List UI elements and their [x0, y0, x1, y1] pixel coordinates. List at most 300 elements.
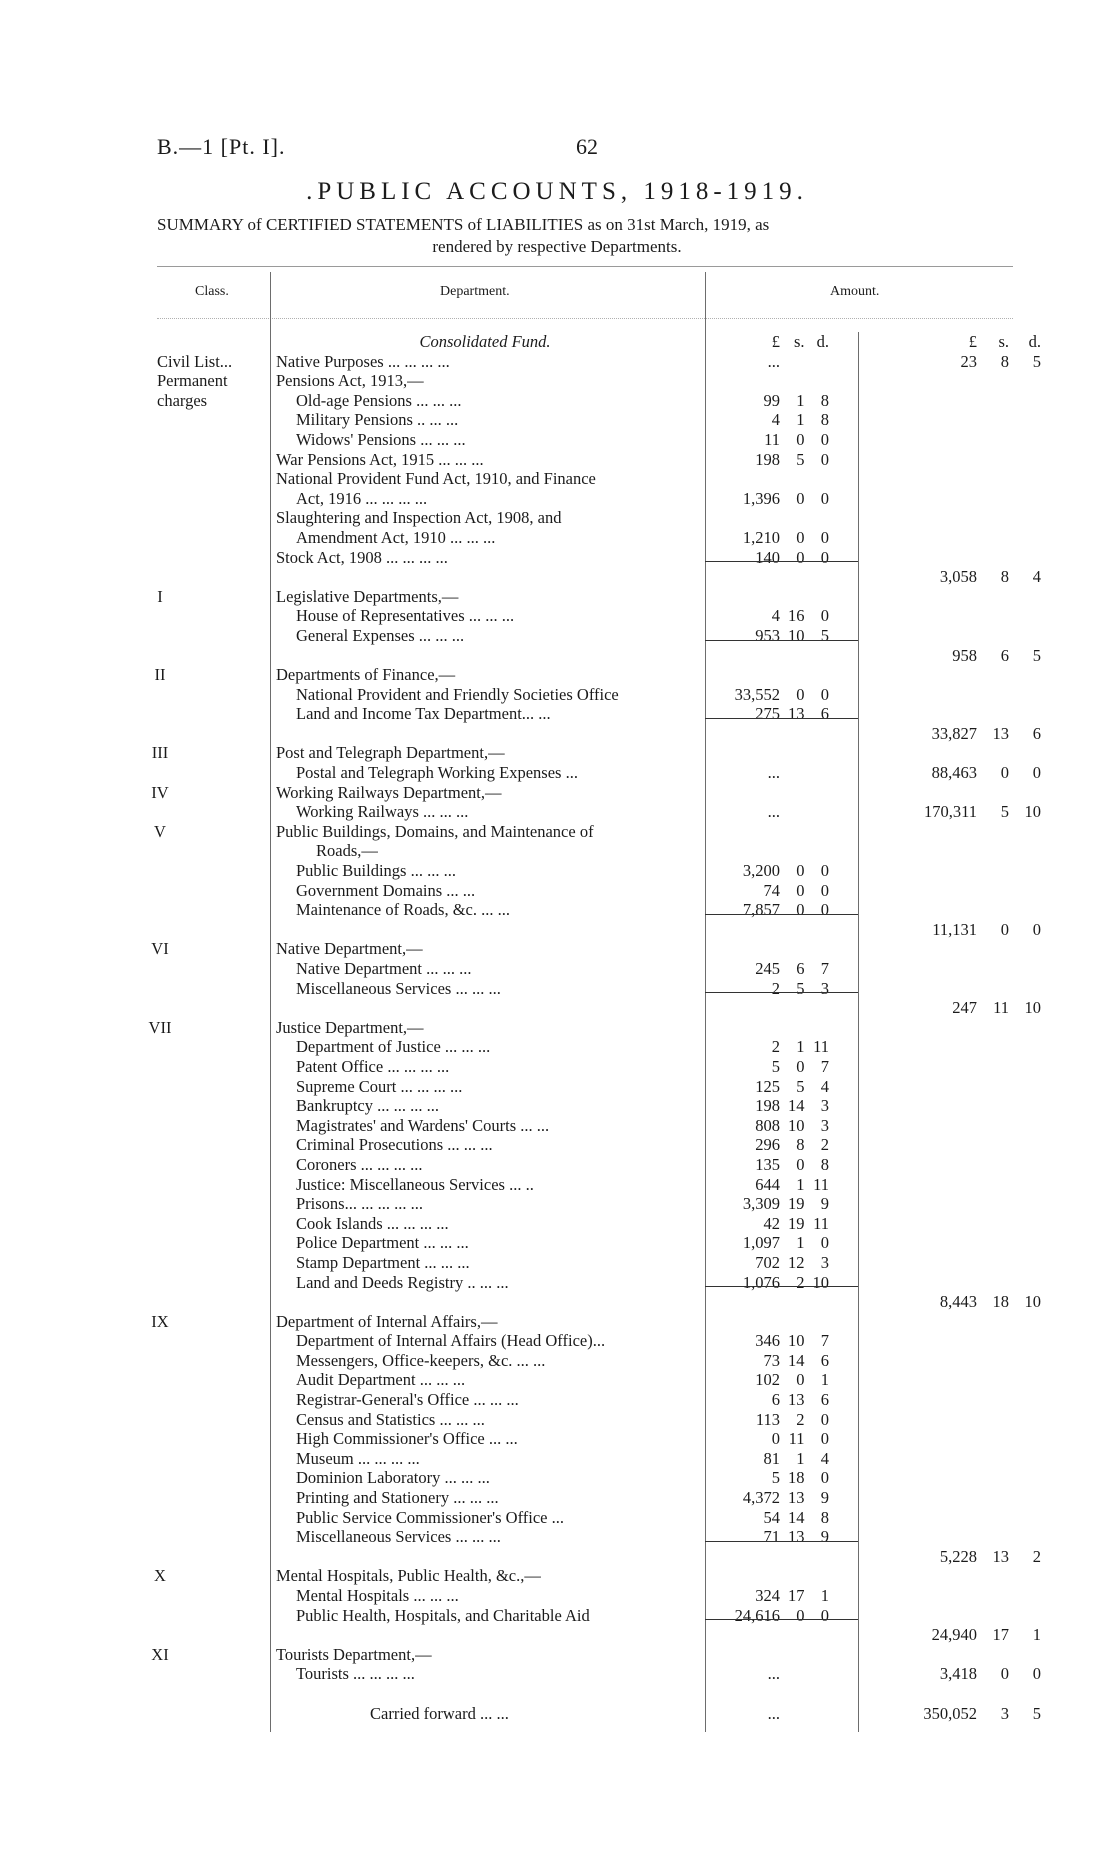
- total-amount-pence: [1009, 1527, 1041, 1547]
- row-class-label: [0, 881, 270, 901]
- item-amount-pence: [813, 1292, 842, 1312]
- item-amount-pence: 0: [820, 606, 829, 626]
- row-department: Stock Act, 1908 ... ... ... ...: [276, 547, 448, 567]
- table-row: [0, 704, 1041, 724]
- liabilities-table: [0, 332, 1041, 1723]
- item-amount-shillings: 0: [796, 488, 805, 508]
- total-amount-shillings: [977, 1312, 1009, 1332]
- column-gap: [841, 1312, 871, 1332]
- item-amount-shillings: 0: [796, 547, 805, 567]
- total-amount-shillings: [977, 1429, 1009, 1449]
- column-gap: [841, 548, 871, 568]
- item-amount-shillings: [788, 724, 813, 744]
- total-amount-pounds: [871, 979, 977, 999]
- total-amount-shillings: [977, 1527, 1009, 1547]
- item-amount-pence: 0: [820, 547, 829, 567]
- item-amount-pounds: [700, 783, 788, 803]
- item-amount-pence: 9: [820, 1488, 829, 1508]
- unit-header-pounds: £: [771, 332, 780, 351]
- total-amount-pounds: [871, 1370, 977, 1390]
- table-row: [0, 1508, 1041, 1528]
- item-amount-pounds: 81: [763, 1448, 780, 1468]
- table-row: [0, 1155, 1041, 1175]
- total-amount-shillings: 0: [1000, 1664, 1009, 1684]
- table-row: [0, 1527, 1041, 1547]
- row-class-label: [0, 1606, 270, 1626]
- total-amount-pence: [1009, 1037, 1041, 1057]
- total-amount-pence: [1009, 1351, 1041, 1371]
- item-amount-shillings: 1: [796, 1037, 805, 1057]
- table-row: [0, 743, 1041, 763]
- column-gap: [841, 1292, 871, 1312]
- subtotal-row: [0, 998, 1041, 1018]
- row-class-label: [0, 1625, 270, 1645]
- item-amount-pence: 6: [820, 1390, 829, 1410]
- item-amount-pounds: [700, 998, 788, 1018]
- column-gap: [841, 528, 871, 548]
- column-gap: [841, 1194, 871, 1214]
- total-amount-pence: 5: [1032, 1703, 1041, 1723]
- row-class-label: [0, 1253, 270, 1273]
- row-class-label: [0, 450, 270, 470]
- item-amount-shillings: 0: [796, 900, 805, 920]
- total-amount-pence: [1009, 1253, 1041, 1273]
- total-amount-shillings: [977, 1488, 1009, 1508]
- total-amount-shillings: 6: [1000, 645, 1009, 665]
- table-row: [0, 685, 1041, 705]
- total-amount-shillings: [977, 1449, 1009, 1469]
- column-gap: [841, 939, 871, 959]
- row-department: Audit Department ... ... ...: [296, 1370, 466, 1390]
- item-amount-pence: [813, 763, 842, 783]
- item-amount-pence: 3: [820, 978, 829, 998]
- column-gap: [841, 1057, 871, 1077]
- total-amount-pounds: [871, 1116, 977, 1136]
- row-class-label: [0, 1351, 270, 1371]
- total-amount-pounds: [871, 1273, 977, 1293]
- row-class-label: [0, 1292, 270, 1312]
- item-amount-pence: 3: [820, 1096, 829, 1116]
- item-amount-pounds: [700, 371, 788, 391]
- item-amount-pence: 3: [820, 1252, 829, 1272]
- total-amount-pence: [1009, 626, 1041, 646]
- item-amount-pence: [813, 1704, 842, 1724]
- row-class-label: [0, 548, 270, 568]
- table-row: [0, 1449, 1041, 1469]
- total-amount-shillings: [977, 1645, 1009, 1665]
- item-amount-pounds: 5: [771, 1056, 780, 1076]
- item-amount-pounds: [700, 920, 788, 940]
- total-amount-shillings: 3: [1000, 1703, 1009, 1723]
- item-amount-shillings: 13: [788, 704, 805, 724]
- total-amount-pence: [1009, 881, 1041, 901]
- column-gap: [841, 450, 871, 470]
- total-amount-pence: [1009, 606, 1041, 626]
- row-department: Postal and Telegraph Working Expenses ...: [296, 763, 578, 783]
- row-class-label: charges: [157, 390, 208, 410]
- total-amount-pounds: [871, 1037, 977, 1057]
- row-department: General Expenses ... ... ...: [296, 625, 465, 645]
- table-row: [0, 1018, 1041, 1038]
- column-gap: [841, 1116, 871, 1136]
- row-class-label: [0, 1175, 270, 1195]
- item-amount-pence: 5: [820, 625, 829, 645]
- row-department: Roads,—: [316, 841, 378, 861]
- item-amount-shillings: 12: [788, 1252, 805, 1272]
- column-gap: [841, 1370, 871, 1390]
- column-gap: [841, 1037, 871, 1057]
- column-gap: [841, 783, 871, 803]
- item-amount-pounds: 2: [771, 978, 780, 998]
- row-class-label: Civil List...: [157, 351, 233, 371]
- item-amount-shillings: 11: [788, 1429, 805, 1449]
- column-gap: [841, 391, 871, 411]
- total-amount-shillings: [977, 841, 1009, 861]
- item-amount-pounds: 24,616: [734, 1605, 780, 1625]
- total-amount-pence: [1009, 959, 1041, 979]
- row-department: Working Railways Department,—: [276, 782, 502, 802]
- total-amount-shillings: [977, 1155, 1009, 1175]
- item-amount-pence: 8: [820, 1507, 829, 1527]
- column-header-rule: [157, 318, 1013, 319]
- row-department: Messengers, Office-keepers, &c. ... ...: [296, 1350, 546, 1370]
- table-row: [0, 489, 1041, 509]
- total-amount-pounds: 350,052: [923, 1703, 977, 1723]
- column-gap: [841, 1704, 871, 1724]
- column-header-department: Department.: [440, 284, 510, 299]
- row-department: [270, 998, 700, 1018]
- total-amount-pence: 6: [1032, 723, 1041, 743]
- item-amount-pence: [813, 783, 842, 803]
- column-gap: [841, 1508, 871, 1528]
- total-amount-shillings: [977, 626, 1009, 646]
- column-gap: [841, 1351, 871, 1371]
- row-class-label: [0, 1273, 270, 1293]
- total-amount-pence: [1009, 1390, 1041, 1410]
- subtotal-row: [0, 1547, 1041, 1567]
- item-amount-pounds: [700, 567, 788, 587]
- total-amount-pence: [1009, 979, 1041, 999]
- item-amount-pence: 4: [820, 1448, 829, 1468]
- column-gap: [841, 1390, 871, 1410]
- total-amount-pence: [1009, 1116, 1041, 1136]
- row-department: Departments of Finance,—: [276, 665, 456, 685]
- total-amount-pounds: 8,443: [939, 1292, 977, 1312]
- item-amount-pence: 7: [820, 1331, 829, 1351]
- item-amount-shillings: 17: [788, 1586, 805, 1605]
- total-amount-pounds: 88,463: [931, 763, 977, 783]
- table-row: [0, 1214, 1041, 1234]
- row-class-label: [0, 469, 270, 489]
- total-amount-pounds: [871, 1645, 977, 1665]
- row-department: [270, 1625, 700, 1645]
- row-department: Miscellaneous Services ... ... ...: [296, 978, 501, 998]
- item-amount-pence: 7: [820, 1056, 829, 1076]
- item-amount-pounds: 808: [755, 1115, 780, 1135]
- item-amount-shillings: 5: [796, 449, 805, 469]
- column-header-amount: Amount.: [830, 284, 880, 299]
- total-amount-pounds: [871, 1449, 977, 1469]
- total-amount-pounds: [871, 1175, 977, 1195]
- item-amount-pounds: 346: [755, 1331, 780, 1351]
- item-amount-shillings: [788, 1312, 813, 1332]
- item-amount-pounds: 296: [755, 1135, 780, 1155]
- item-amount-pounds: 140: [755, 547, 780, 567]
- item-amount-shillings: 6: [796, 959, 805, 978]
- total-amount-pence: [1009, 1194, 1041, 1214]
- item-amount-pounds: 198: [755, 1096, 780, 1116]
- item-amount-pounds: 1,097: [742, 1233, 780, 1253]
- column-gap: [841, 1135, 871, 1155]
- item-amount-pence: [813, 1625, 842, 1645]
- total-amount-pounds: [871, 1194, 977, 1214]
- total-amount-pounds: [871, 606, 977, 626]
- subtotal-row: [0, 567, 1041, 587]
- subtotal-row: [0, 724, 1041, 744]
- row-class-label: III: [151, 743, 169, 763]
- table-row: [0, 1351, 1041, 1371]
- item-amount-pence: [813, 567, 842, 587]
- item-amount-pence: [813, 1645, 842, 1665]
- item-amount-shillings: 1: [796, 1233, 805, 1253]
- item-amount-pence: 0: [820, 1468, 829, 1488]
- total-amount-shillings: [977, 606, 1009, 626]
- item-amount-shillings: 0: [796, 527, 805, 547]
- item-amount-pence: 0: [820, 429, 829, 449]
- item-amount-pounds: [700, 665, 788, 685]
- item-amount-pounds: [700, 1547, 788, 1567]
- column-gap: [841, 352, 871, 372]
- total-amount-pence: [1009, 900, 1041, 920]
- row-department: Miscellaneous Services ... ... ...: [296, 1527, 501, 1547]
- row-class-label: [0, 1429, 270, 1449]
- total-amount-pence: 2: [1032, 1546, 1041, 1566]
- total-amount-pence: [1009, 1273, 1041, 1293]
- column-gap: [841, 371, 871, 391]
- total-amount-pounds: [871, 704, 977, 724]
- unit-header-total-pence: d.: [1028, 332, 1041, 351]
- row-department: Bankruptcy ... ... ... ...: [296, 1096, 439, 1116]
- total-amount-shillings: [977, 783, 1009, 803]
- item-amount-pounds: [700, 587, 788, 607]
- row-department: Land and Income Tax Department... ...: [296, 704, 551, 724]
- total-amount-pence: [1009, 1449, 1041, 1469]
- item-amount-pence: [813, 939, 842, 959]
- row-class-label: IX: [151, 1311, 169, 1331]
- column-gap: [841, 841, 871, 861]
- row-department: [270, 646, 700, 666]
- total-amount-shillings: [977, 1175, 1009, 1195]
- row-department: Stamp Department ... ... ...: [296, 1252, 470, 1272]
- total-amount-pounds: [871, 1351, 977, 1371]
- total-amount-shillings: [977, 939, 1009, 959]
- item-amount-pence: 0: [820, 1233, 829, 1253]
- table-row: [0, 528, 1041, 548]
- total-amount-shillings: [977, 822, 1009, 842]
- item-amount-pence: 6: [820, 1350, 829, 1370]
- table-row: [0, 900, 1041, 920]
- item-amount-shillings: 0: [796, 429, 805, 449]
- row-department: Native Department,—: [276, 939, 423, 959]
- page-reference: B.—1 [Pt. I].: [157, 134, 286, 159]
- item-amount-pounds: ...: [767, 351, 780, 371]
- total-amount-pounds: [871, 1233, 977, 1253]
- column-gap: [841, 763, 871, 783]
- row-department: Museum ... ... ... ...: [296, 1448, 420, 1468]
- total-amount-shillings: [977, 1390, 1009, 1410]
- subtotal-row: [0, 1625, 1041, 1645]
- item-amount-shillings: 1: [796, 1448, 805, 1468]
- column-gap: [841, 1468, 871, 1488]
- total-amount-shillings: [977, 1566, 1009, 1586]
- column-gap: [841, 1214, 871, 1234]
- item-amount-shillings: [788, 763, 813, 783]
- total-amount-pounds: [871, 1312, 977, 1332]
- item-amount-shillings: [788, 841, 813, 861]
- total-amount-pounds: [871, 626, 977, 646]
- item-amount-pence: 6: [820, 704, 829, 724]
- row-department: Department of Internal Affairs,—: [276, 1311, 498, 1331]
- item-amount-pounds: 102: [755, 1370, 780, 1390]
- table-row: [0, 352, 1041, 372]
- total-amount-shillings: [977, 685, 1009, 705]
- item-amount-pence: 0: [820, 900, 829, 920]
- total-amount-shillings: 5: [1000, 802, 1009, 822]
- item-amount-pounds: ...: [767, 802, 780, 822]
- total-amount-pence: [1009, 743, 1041, 763]
- total-amount-pence: [1009, 685, 1041, 705]
- table-row: [0, 1116, 1041, 1136]
- column-gap: [841, 704, 871, 724]
- row-class-label: [0, 1057, 270, 1077]
- row-class-label: VII: [148, 1017, 172, 1037]
- table-row: [0, 548, 1041, 568]
- item-amount-shillings: [788, 567, 813, 587]
- table-row: [0, 391, 1041, 411]
- item-amount-shillings: [788, 587, 813, 607]
- item-amount-pence: 11: [813, 1037, 829, 1057]
- column-gap: [841, 1331, 871, 1351]
- total-amount-pence: [1009, 1645, 1041, 1665]
- item-amount-pence: [813, 469, 842, 489]
- row-department: Magistrates' and Wardens' Courts ... ...: [296, 1115, 550, 1135]
- total-amount-pence: 1: [1032, 1625, 1041, 1645]
- total-amount-shillings: [977, 743, 1009, 763]
- row-department: [270, 1547, 700, 1567]
- item-amount-shillings: [788, 939, 813, 959]
- total-amount-pence: [1009, 665, 1041, 685]
- table-row: [0, 1057, 1041, 1077]
- subtotal-rule: [705, 561, 858, 562]
- row-class-label: [0, 802, 270, 822]
- item-amount-pence: 4: [820, 1076, 829, 1096]
- item-amount-pounds: 1,076: [742, 1272, 780, 1292]
- row-class-label: Permanent: [157, 371, 228, 391]
- row-department: Criminal Prosecutions ... ... ...: [296, 1135, 493, 1155]
- column-gap: [841, 1527, 871, 1547]
- column-gap: [841, 861, 871, 881]
- total-amount-shillings: 11: [993, 998, 1009, 1018]
- row-class-label: [0, 1704, 270, 1724]
- table-row: [0, 587, 1041, 607]
- subtotal-rule: [705, 640, 858, 641]
- table-row: [0, 1704, 1041, 1724]
- row-class-label: [0, 1135, 270, 1155]
- row-department: Public Buildings ... ... ...: [296, 861, 456, 881]
- row-department: Old-age Pensions ... ... ...: [296, 390, 462, 410]
- row-class-label: [0, 1468, 270, 1488]
- item-amount-pounds: 4,372: [742, 1488, 780, 1508]
- item-amount-shillings: 18: [788, 1468, 805, 1488]
- row-department: Justice Department,—: [276, 1017, 424, 1037]
- table-row: [0, 1233, 1041, 1253]
- row-department: Consolidated Fund.: [419, 332, 551, 351]
- page-number: 62: [576, 134, 598, 159]
- item-amount-shillings: 19: [788, 1194, 805, 1214]
- total-amount-shillings: [977, 1508, 1009, 1528]
- total-amount-pounds: 24,940: [931, 1625, 977, 1645]
- item-amount-shillings: 10: [788, 625, 805, 645]
- row-class-label: IV: [151, 782, 169, 802]
- total-amount-pounds: [871, 410, 977, 430]
- total-amount-pence: [1009, 1331, 1041, 1351]
- item-amount-pounds: [700, 1312, 788, 1332]
- table-row: [0, 1253, 1041, 1273]
- item-amount-pence: [813, 822, 842, 842]
- item-amount-pounds: [700, 1018, 788, 1038]
- total-amount-pounds: [871, 548, 977, 568]
- column-gap: [841, 724, 871, 744]
- row-class-label: [0, 1331, 270, 1351]
- item-amount-pounds: [700, 508, 788, 528]
- table-row: [0, 626, 1041, 646]
- item-amount-pence: 0: [820, 861, 829, 881]
- item-amount-pence: 0: [820, 1409, 829, 1429]
- total-amount-shillings: [977, 1194, 1009, 1214]
- total-amount-pounds: 23: [960, 351, 977, 371]
- item-amount-pence: [813, 802, 842, 822]
- total-amount-pounds: [871, 1096, 977, 1116]
- header-rule: [157, 266, 1013, 267]
- row-class-label: [0, 1116, 270, 1136]
- item-amount-pence: [813, 646, 842, 666]
- row-class-label: [0, 1410, 270, 1430]
- column-gap: [841, 567, 871, 587]
- total-amount-pence: [1009, 861, 1041, 881]
- row-class-label: [0, 606, 270, 626]
- table-row: [0, 665, 1041, 685]
- row-class-label: [0, 685, 270, 705]
- column-gap: [841, 1625, 871, 1645]
- column-gap: [841, 1077, 871, 1097]
- item-amount-pence: [813, 587, 842, 607]
- total-amount-pence: [1009, 1410, 1041, 1430]
- total-amount-pounds: [871, 939, 977, 959]
- table-row: [0, 508, 1041, 528]
- item-amount-shillings: [788, 822, 813, 842]
- item-amount-pounds: [700, 646, 788, 666]
- row-department: Working Railways ... ... ...: [296, 802, 469, 822]
- table-row: [0, 1096, 1041, 1116]
- total-amount-pence: [1009, 450, 1041, 470]
- row-department: Legislative Departments,—: [276, 586, 459, 606]
- row-department: Amendment Act, 1910 ... ... ...: [296, 527, 496, 547]
- row-class-label: XI: [151, 1644, 169, 1664]
- total-amount-pence: [1009, 1135, 1041, 1155]
- item-amount-pounds: [700, 841, 788, 861]
- total-amount-shillings: 18: [992, 1292, 1009, 1312]
- item-amount-pence: 8: [820, 1154, 829, 1174]
